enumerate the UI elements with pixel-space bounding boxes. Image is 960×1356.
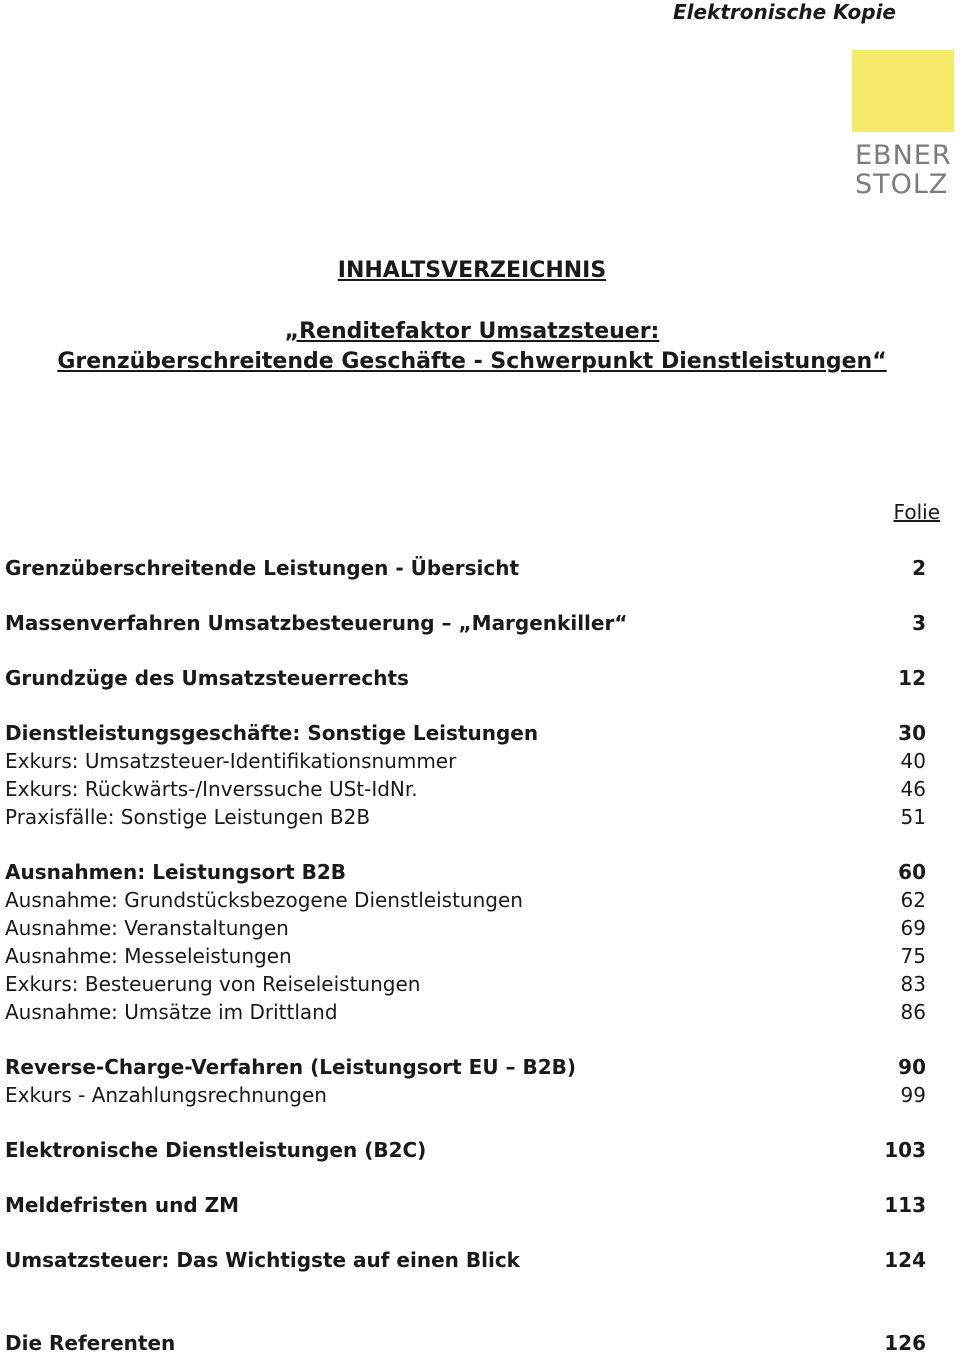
toc-entry-page: 99	[900, 1083, 926, 1107]
toc-entry-label: Ausnahme: Messeleistungen	[5, 944, 292, 968]
toc-entry-page: 30	[898, 721, 926, 745]
toc-entry	[5, 720, 926, 746]
toc-entry-label: Die Referenten	[5, 1331, 176, 1355]
toc-entry-label: Umsatzsteuer: Das Wichtigste auf einen Blick	[5, 1248, 520, 1272]
toc-entry-page: 75	[900, 944, 926, 968]
toc-title: INHALTSVERZEICHNIS	[337, 258, 607, 283]
toc-entry	[5, 1330, 926, 1356]
toc-entry	[5, 804, 926, 830]
page-column-header: Folie	[893, 500, 940, 524]
toc-entry-label: Exkurs: Umsatzsteuer-Identifikationsnummer	[5, 749, 457, 773]
toc-entry-label: Exkurs - Anzahlungsrechnungen	[5, 1083, 327, 1107]
company-logo	[855, 141, 955, 199]
toc-entry-label: Elektronische Dienstleistungen (B2C)	[5, 1138, 427, 1162]
toc-entry	[5, 555, 926, 581]
toc-entry-page: 69	[900, 916, 926, 940]
toc-entry-label: Ausnahme: Grundstücksbezogene Dienstleistungen	[5, 888, 523, 912]
toc-entry-page: 124	[884, 1248, 926, 1272]
toc-entry	[5, 887, 926, 913]
toc-entry-page: 90	[898, 1055, 926, 1079]
toc-entry-label: Ausnahme: Umsätze im Drittland	[5, 1000, 338, 1024]
toc-entry-label: Ausnahme: Veranstaltungen	[5, 916, 289, 940]
toc-entry-page: 2	[912, 556, 926, 580]
subtitle-line-2: Grenzüberschreitende Geschäfte - Schwerpunkt Dienstleistungen“	[57, 349, 887, 374]
toc-entry-label: Praxisfälle: Sonstige Leistungen B2B	[5, 805, 371, 829]
document-header-note: Elektronische Kopie	[672, 0, 896, 24]
toc-entry-page: 62	[900, 888, 926, 912]
toc-entry	[5, 1137, 926, 1163]
toc-entry-page: 46	[900, 777, 926, 801]
toc-entry-label: Exkurs: Besteuerung von Reiseleistungen	[5, 972, 421, 996]
toc-entry-page: 126	[884, 1331, 926, 1355]
toc-entry	[5, 665, 926, 691]
toc-entry	[5, 859, 926, 885]
toc-entry	[5, 776, 926, 802]
toc-entry	[5, 748, 926, 774]
toc-entry-page: 103	[884, 1138, 926, 1162]
logo-line-1: EBNER	[855, 140, 952, 171]
toc-entry-page: 113	[884, 1193, 926, 1217]
toc-entry	[5, 1192, 926, 1218]
toc-entry	[5, 915, 926, 941]
toc-entry	[5, 971, 926, 997]
toc-entry	[5, 1247, 926, 1273]
toc-entry-page: 51	[900, 805, 926, 829]
toc-entry-label: Grenzüberschreitende Leistungen - Übersicht	[5, 556, 520, 580]
toc-entry-page: 83	[900, 972, 926, 996]
toc-entry-page: 40	[900, 749, 926, 773]
toc-entry-label: Massenverfahren Umsatzbesteuerung – „Margenkiller“	[5, 611, 628, 635]
toc-entry-page: 60	[898, 860, 926, 884]
logo-accent-block	[852, 50, 954, 132]
toc-entry-label: Meldefristen und ZM	[5, 1193, 240, 1217]
toc-entry-label: Grundzüge des Umsatzsteuerrechts	[5, 666, 409, 690]
toc-entry	[5, 610, 926, 636]
toc-entry	[5, 999, 926, 1025]
logo-line-2: STOLZ	[855, 169, 949, 200]
toc-entry-page: 86	[900, 1000, 926, 1024]
toc-entry	[5, 943, 926, 969]
toc-entry-label: Reverse-Charge-Verfahren (Leistungsort EU – B2B)	[5, 1055, 577, 1079]
toc-entry-label: Ausnahmen: Leistungsort B2B	[5, 860, 347, 884]
toc-entry-page: 3	[912, 611, 926, 635]
toc-entry	[5, 1082, 926, 1108]
subtitle-line-1: „Renditefaktor Umsatzsteuer:	[284, 319, 660, 344]
toc-entry-label: Exkurs: Rückwärts-/Inverssuche USt-IdNr.	[5, 777, 418, 801]
toc-entry	[5, 1054, 926, 1080]
toc-entry-page: 12	[898, 666, 926, 690]
toc-entry-label: Dienstleistungsgeschäfte: Sonstige Leistungen	[5, 721, 539, 745]
